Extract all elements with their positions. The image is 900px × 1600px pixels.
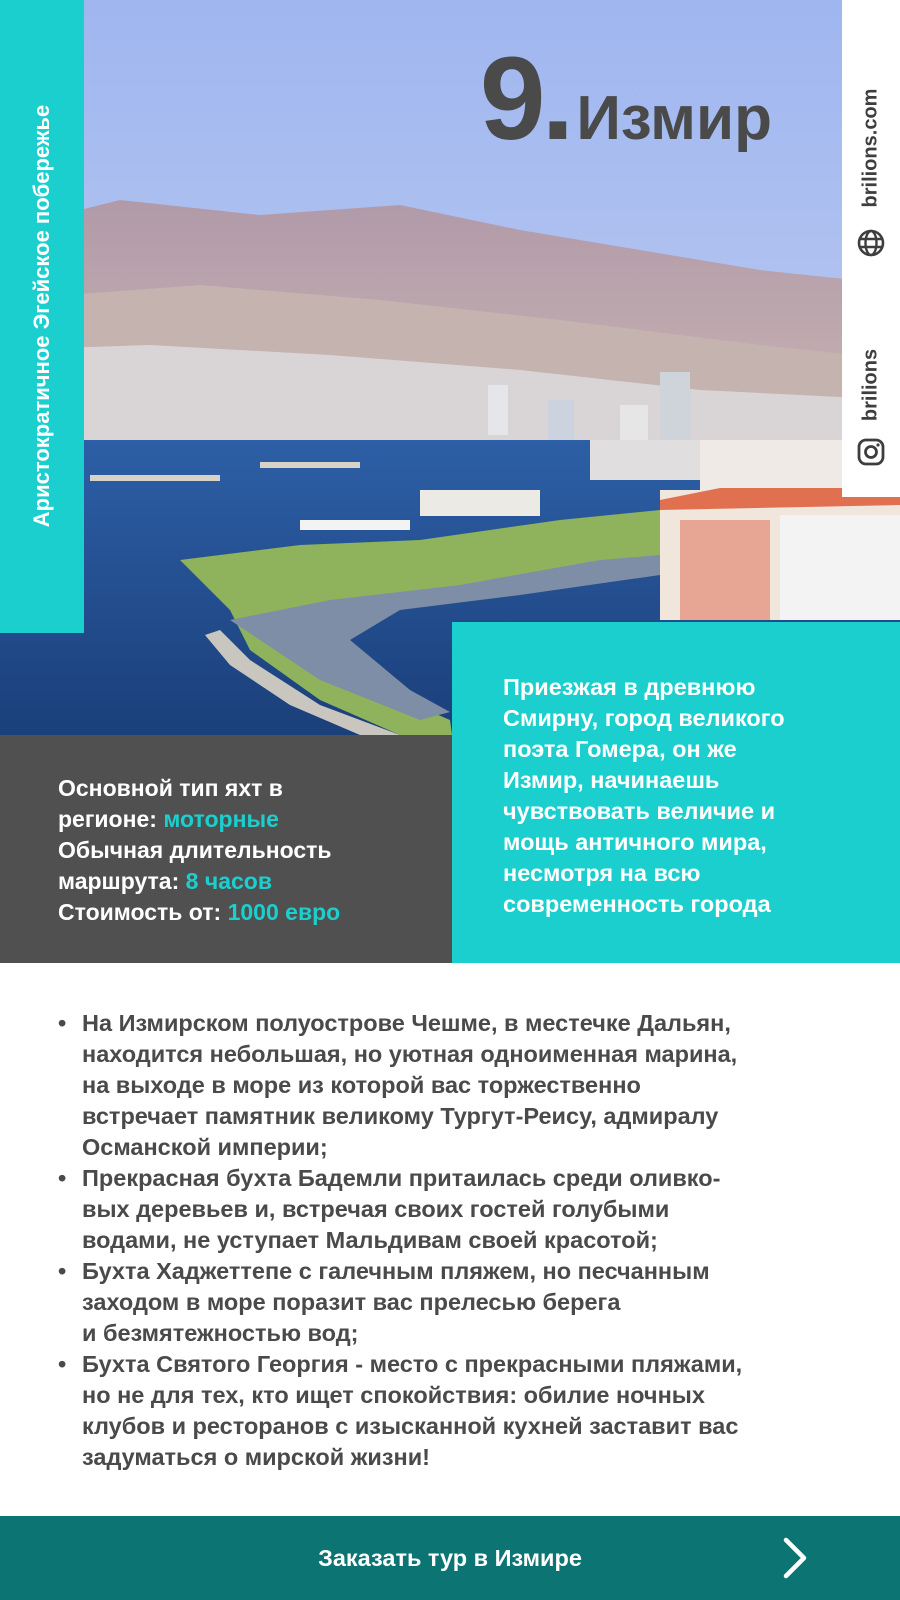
price-line [58,897,452,928]
yacht-type-line-2 [58,804,452,835]
order-tour-button[interactable] [0,1516,900,1600]
bullet-icon: • [58,1165,67,1191]
description-line: поэта Гомера, он же [503,736,737,762]
list-item-line: задуматься о мирской жизни! [82,1444,430,1470]
yacht-info-block [0,735,452,963]
price-value: 1000 евро [227,899,341,925]
list-item-line: и безмятежностью вод; [82,1320,359,1346]
chevron-right-icon[interactable] [780,1536,810,1580]
description-line: чувствовать величие и [503,798,776,824]
page-title [479,33,772,165]
title-number: 9 [479,33,542,165]
list-item-line: заходом в море поразит вас прелесью берега [82,1289,621,1315]
list-item-line: на выходе в море из которой вас торжественно [82,1072,641,1098]
yacht-type-line-1: Основной тип яхт в [58,775,283,801]
highlights-list [58,1008,858,1473]
price-label: Стоимость от: [58,899,222,925]
left-banner-text: Аристократичное Эгейское побережье [29,104,54,528]
list-item [58,1008,858,1163]
instagram-icon[interactable] [856,437,886,467]
title-dot: . [541,33,575,165]
list-item [58,1349,858,1473]
yacht-type-label: регионе: [58,806,157,832]
title-city: Измир [576,84,772,153]
description-line: Приезжая в древнюю [503,674,756,700]
description-line: Измир, начинаешь [503,767,720,793]
list-item-line: Прекрасная бухта Бадемли притаилась среди оливко- [82,1165,721,1191]
description-line: Смирну, город великого [503,705,785,731]
list-item-line: водами, не уступает Мальдивам своей красотой; [82,1227,658,1253]
list-item-line: но не для тех, кто ищет спокойствия: обилие ночных [82,1382,705,1408]
duration-label: маршрута: [58,868,180,894]
globe-icon[interactable] [856,228,886,258]
bullet-icon: • [58,1010,67,1036]
bullet-icon: • [58,1351,67,1377]
left-banner [0,0,84,633]
website-link[interactable]: brilions.com [859,88,882,208]
list-item-line: Бухта Святого Георгия - место с прекрасными пляжами, [82,1351,743,1377]
list-item-line: На Измирском полуострове Чешме, в местечке Дальян, [82,1010,731,1036]
bullet-icon: • [58,1258,67,1284]
instagram-link[interactable]: brilions [859,348,882,422]
list-item-line: Османской империи; [82,1134,328,1160]
list-item [58,1256,858,1349]
description-line: мощь античного мира, [503,829,767,855]
description-line: несмотря на всю [503,860,701,886]
list-item-line: встречает памятник великому Тургут-Реису, адмиралу [82,1103,719,1129]
social-strip [842,0,900,497]
list-item-line: Бухта Хаджеттепе с галечным пляжем, но песчанным [82,1258,710,1284]
duration-line-2 [58,866,452,897]
list-item [58,1163,858,1256]
description-block [452,622,900,963]
list-item-line: вых деревьев и, встречая своих гостей голубыми [82,1196,670,1222]
order-tour-label: Заказать тур в Измире [318,1544,582,1571]
list-item-line: находится небольшая, но уютная одноименная марина, [82,1041,738,1067]
list-item-line: клубов и ресторанов с изысканной кухней заставит вас [82,1413,739,1439]
duration-value: 8 часов [185,868,272,894]
yacht-type-value: моторные [163,806,279,832]
duration-line-1: Обычная длительность [58,837,332,863]
description-line: современность города [503,891,771,917]
